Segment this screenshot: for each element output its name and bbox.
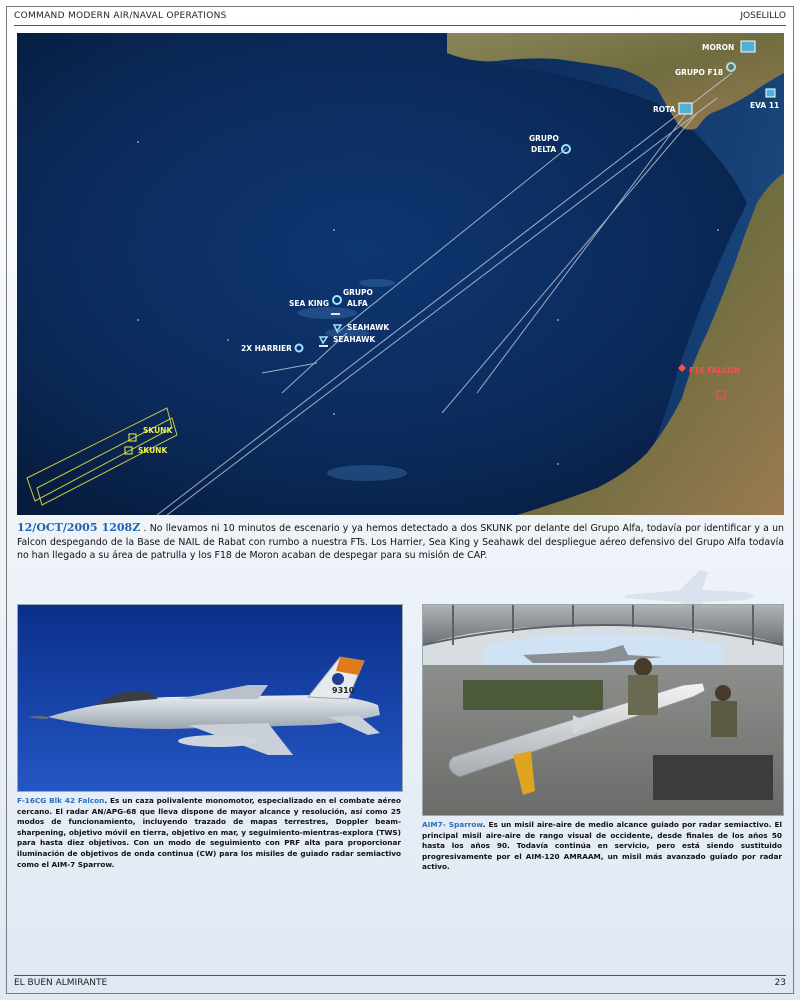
f16-description-lead: F-16CG Blk 42 Falcon [17,796,105,805]
label-harrier: 2X HARRIER [241,344,292,353]
label-skunk-2: SKUNK [138,446,168,455]
label-moron: MORON [702,43,735,52]
caption-date: 12/OCT/2005 1208Z [17,521,141,534]
label-grupo-delta-1: GRUPO [529,134,559,143]
aim7-description-lead: AIM7- Sparrow [422,820,483,829]
aim7-description [422,820,782,873]
photo-aim7 [422,604,784,816]
label-skunk-1: SKUNK [143,426,173,435]
page-footer [14,975,786,990]
aim7-description-text: . Es un misil aire-aire de medio alcance guiado por radar semiactivo. El principal misil aire-aire de rango visual de occidente, desde finales de los años 50 hasta los años 90. Todavía continúa en servicio, pero está siendo sustituido progresivamente por el AIM-120 AMRAAM, un misil más avanzado guiado por radar activo. [422,820,782,872]
f16-description [17,796,401,870]
footer-title: EL BUEN ALMIRANTE [14,978,108,988]
aim7-illustration [423,605,783,815]
unit-moron[interactable] [702,41,755,52]
tail-number: 9310 [332,686,355,695]
unit-rota[interactable] [653,103,692,114]
label-grupo-delta-2: DELTA [531,145,557,154]
label-seahawk-2: SEAHAWK [333,335,376,344]
caption-text: . No llevamos ni 10 minutos de escenario y ya hemos detectado a dos SKUNK por delante del Grupo Alfa, todavía por identificar y a un Falcon despegando de la Base de NAIL de Rabat con rumbo a nuestra FTs. Los Harrier, Sea King y Seahawk del despliegue aéreo defensivo del Grupo Alfa todavía no han llegado a su área de patrulla y los F18 de Moron acaban de despegar para su misión de CAP. [17,523,784,561]
header-author: JOSELILLO [740,11,786,21]
label-grupo-f18: GRUPO F18 [675,68,724,77]
label-sea-king: SEA KING [289,299,329,308]
map-svg [17,33,784,515]
f16-description-text: . Es un caza polivalente monomotor, especializado en el combate aéreo cercano. El radar AN/APG-68 que lleva dispone de mayor alcance y resolución, así como 25 modos de funcionamiento, incluyendo trazado de mapas terrestres, Doppler beam-sharpening, objetivo móvil en tierra, objetivo en mar, y seguimiento-mientras-explora (TWS) para hasta diez objetivos. Con un modo de seguimiento con PRF alta para proporcionar iluminación de objetivos de onda continua (CW) para los misiles de guiado radar semiactivo como el AIM-7 Sparrow. [17,796,402,869]
tactical-map [17,33,784,515]
photo-f16 [17,604,403,792]
page-header [14,11,786,26]
label-eva11: EVA 11 [750,101,780,110]
label-grupo-alfa-2: ALFA [347,299,368,308]
header-title: COMMAND MODERN AIR/NAVAL OPERATIONS [14,11,227,21]
label-seahawk-1: SEAHAWK [347,323,390,332]
page-number: 23 [774,978,786,988]
label-f16: F16 FALCON [689,366,741,375]
map-caption [17,521,784,563]
label-grupo-alfa-1: GRUPO [343,288,373,297]
label-rota: ROTA [653,105,676,114]
f16-illustration [18,605,402,791]
